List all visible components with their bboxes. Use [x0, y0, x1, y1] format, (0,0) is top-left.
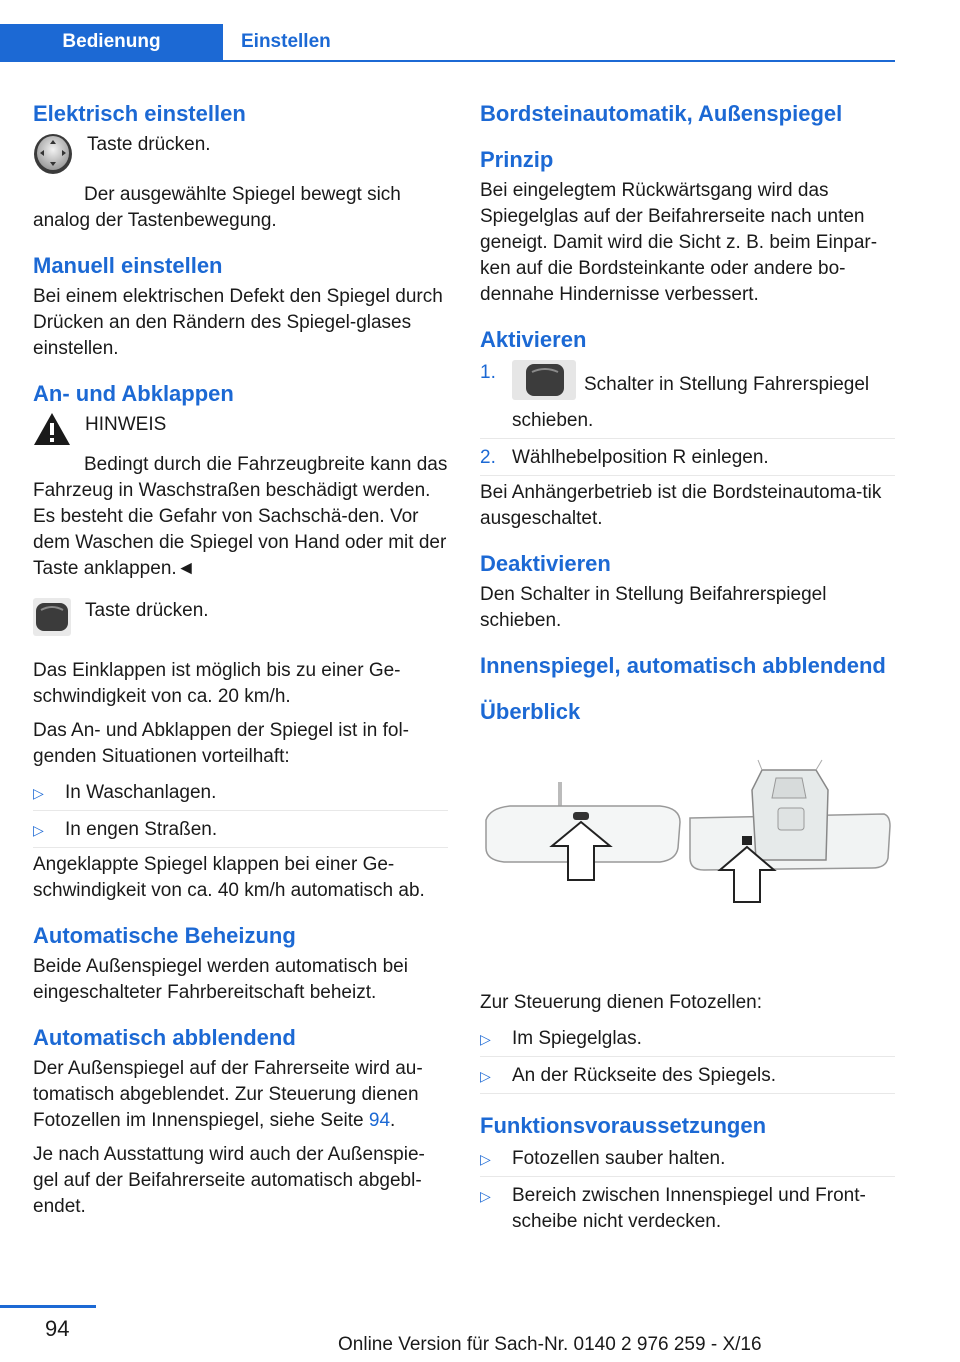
bullet-text: Bereich zwischen Innenspiegel und Front‐scheibe nicht verdecken. — [512, 1185, 866, 1232]
list-item — [480, 443, 895, 476]
page-link-94[interactable]: 94 — [368, 1110, 391, 1131]
list-item — [480, 1144, 895, 1177]
deactivate-text: Den Schalter in Stellung Beifahrerspiegel schieben. — [480, 584, 827, 631]
activate-text: Bei Anhängerbetrieb ist die Bordsteinautoma‐tik ausgeschaltet. — [480, 482, 882, 529]
photocell-text: Zur Steuerung dienen Fotozellen: — [480, 992, 763, 1013]
list-item — [33, 778, 448, 811]
triangle-bullet-icon: ▷ — [480, 1068, 491, 1084]
dim-text-1b: . — [390, 1110, 396, 1131]
triangle-bullet-icon: ▷ — [480, 1151, 491, 1167]
manual-text: Bei einem elektrischen Defekt den Spiegel durch Drücken an den Rändern des Spiegel‐glases einstellen. — [33, 286, 443, 359]
triangle-bullet-icon: ▷ — [480, 1188, 491, 1204]
step-text: Wählhebelposition R einlegen. — [512, 447, 769, 468]
heat-text: Beide Außenspiegel werden automatisch bei eingeschalteter Fahrbereitschaft beheizt. — [33, 956, 408, 1003]
footer-accent-line — [0, 1305, 96, 1308]
elec-text-2: Der ausgewählte Spiegel bewegt sich analog der Tastenbewegung. — [33, 184, 401, 231]
header-tabs — [0, 24, 895, 62]
step-body — [512, 360, 895, 434]
principle-text: Bei eingelegtem Rückwärtsgang wird das Spiegelglas auf der Beifahrerseite nach unten geneigt. Damit wird die Sicht z. B. beim Einpar‐ken auf die Bordsteinkante oder andere bo‐dennahe Hindernisse verbessert. — [480, 180, 878, 305]
list-item — [480, 358, 895, 439]
step-text: Schalter in Stellung Fahrerspiegel schieben. — [512, 374, 870, 431]
heading-aktivieren: Aktivieren — [480, 327, 587, 352]
warning-block — [33, 412, 448, 454]
warning-icon — [33, 412, 71, 454]
bullet-text: Fotozellen sauber halten. — [512, 1148, 726, 1169]
bullet-text: Im Spiegelglas. — [512, 1028, 642, 1049]
elec-text-1: Taste drücken. — [87, 134, 211, 155]
bullet-text: An der Rückseite des Spiegels. — [512, 1065, 777, 1086]
header-divider — [0, 60, 895, 62]
dim-text-1 — [33, 1056, 448, 1134]
warning-title: HINWEIS — [85, 414, 167, 435]
heading-automatische-beheizung: Automatische Beheizung — [33, 923, 296, 948]
heading-bordsteinautomatik: Bordsteinautomatik, Außenspiegel — [480, 101, 843, 126]
fold-button-block — [33, 598, 448, 644]
heading-automatisch-abblendend: Automatisch abblendend — [33, 1025, 296, 1050]
list-item — [480, 1181, 895, 1239]
fold-text-1: Taste drücken. — [85, 600, 209, 621]
mirror-illustration — [480, 730, 895, 990]
bullet-text: In Waschanlagen. — [65, 782, 217, 803]
elec-adjust-block — [33, 132, 448, 184]
triangle-bullet-icon: ▷ — [480, 1031, 491, 1047]
heading-elektrisch-einstellen: Elektrisch einstellen — [33, 101, 246, 126]
heading-prinzip: Prinzip — [480, 147, 554, 172]
dim-text-1a: Der Außenspiegel auf der Fahrerseite wird au‐tomatisch abgeblendet. Zur Steuerung dienen Fotozellen im Innenspiegel, siehe Seite — [33, 1058, 423, 1131]
switch-icon — [512, 360, 576, 408]
tab-einstellen[interactable]: Einstellen — [241, 31, 331, 52]
heading-manuell-einstellen: Manuell einstellen — [33, 253, 223, 278]
list-item — [480, 1061, 895, 1094]
step-number: 1. — [480, 362, 496, 383]
heading-ueberblick: Überblick — [480, 699, 581, 724]
mirror-adjust-button-icon — [33, 132, 73, 184]
tab-bedienung[interactable]: Bedienung — [0, 24, 223, 60]
left-column — [33, 100, 448, 1228]
heading-an-abklappen: An- und Abklappen — [33, 381, 234, 406]
fold-text-3: Das An- und Abklappen der Spiegel ist in fol‐genden Situationen vorteilhaft: — [33, 720, 410, 767]
step-number: 2. — [480, 447, 496, 468]
mirror-fold-button-icon — [33, 598, 71, 644]
bullet-text: In engen Straßen. — [65, 819, 218, 840]
dim-text-2: Je nach Ausstattung wird auch der Außenspie‐gel auf der Beifahrerseite automatisch abgebl‐endet. — [33, 1144, 425, 1217]
heading-innenspiegel: Innenspiegel, automatisch abblendend — [480, 653, 886, 678]
heading-deaktivieren: Deaktivieren — [480, 551, 611, 576]
right-column — [480, 100, 895, 1243]
triangle-bullet-icon: ▷ — [33, 785, 44, 801]
list-item — [33, 815, 448, 848]
triangle-bullet-icon: ▷ — [33, 822, 44, 838]
footer-text: Online Version für Sach-Nr. 0140 2 976 259 - X/16 — [338, 1334, 762, 1355]
fold-text-4: Angeklappte Spiegel klappen bei einer Ge‐schwindigkeit von ca. 40 km/h automatisch ab. — [33, 854, 425, 901]
warning-text: Bedingt durch die Fahrzeugbreite kann das Fahrzeug in Waschstraßen beschädigt werden. Es besteht die Gefahr von Sachschä‐den. Vor dem Waschen die Spiegel von Hand oder mit der Taste anklappen.◄ — [33, 454, 448, 579]
heading-funktionsvoraussetzungen: Funktionsvoraussetzungen — [480, 1113, 767, 1138]
list-item — [480, 1024, 895, 1057]
page-number: 94 — [45, 1316, 70, 1341]
fold-text-2: Das Einklappen ist möglich bis zu einer Ge‐schwindigkeit von ca. 20 km/h. — [33, 660, 401, 707]
